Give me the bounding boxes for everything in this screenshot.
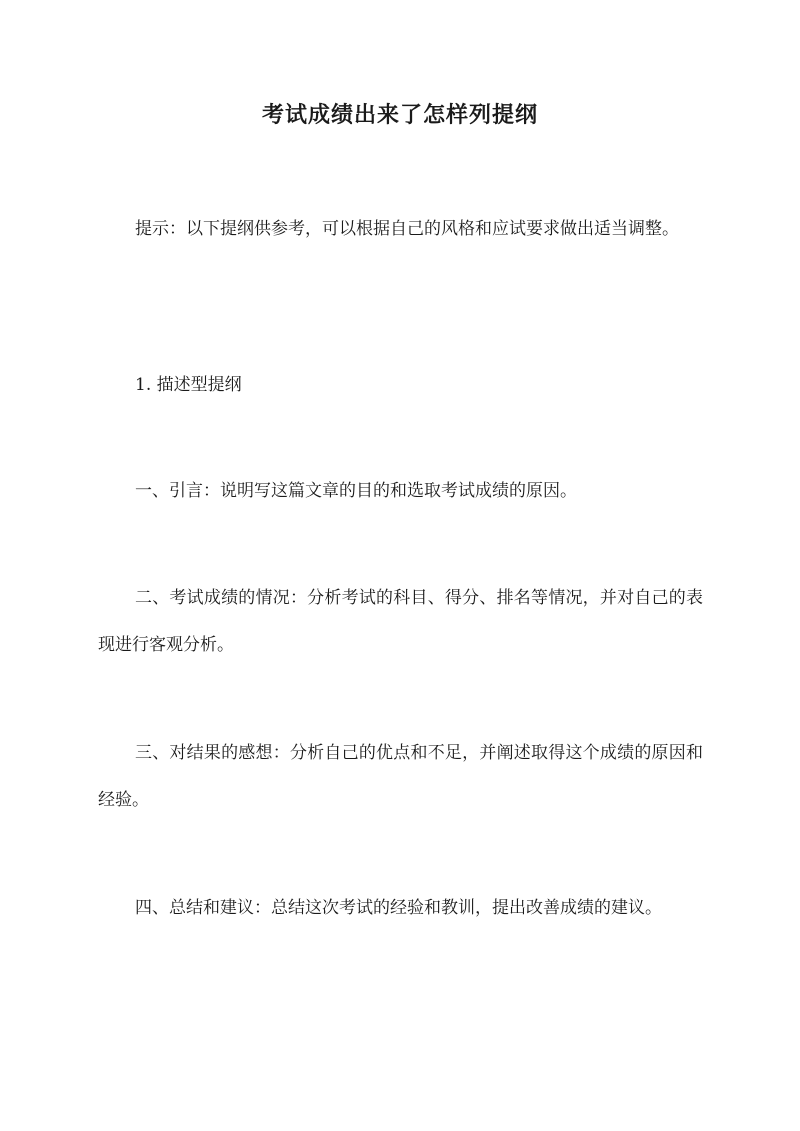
document-title: 考试成绩出来了怎样列提纲: [261, 102, 538, 128]
tip-paragraph: 提示：以下提纲供参考，可以根据自己的风格和应试要求做出适当调整。: [135, 219, 679, 239]
outline-item-summary: 四、总结和建议：总结这次考试的经验和教训，提出改善成绩的建议。: [135, 898, 662, 918]
outline-item-exam-results: 二、考试成绩的情况：分析考试的科目、得分、排名等情况，并对自己的表现进行客观分析。: [98, 588, 703, 655]
outline-item-introduction: 一、引言：说明写这篇文章的目的和选取考试成绩的原因。: [135, 481, 577, 501]
section-heading-descriptive-outline: 1. 描述型提纲: [135, 375, 242, 395]
outline-item-reflections: 三、对结果的感想：分析自己的优点和不足，并阐述取得这个成绩的原因和经验。: [98, 743, 703, 810]
